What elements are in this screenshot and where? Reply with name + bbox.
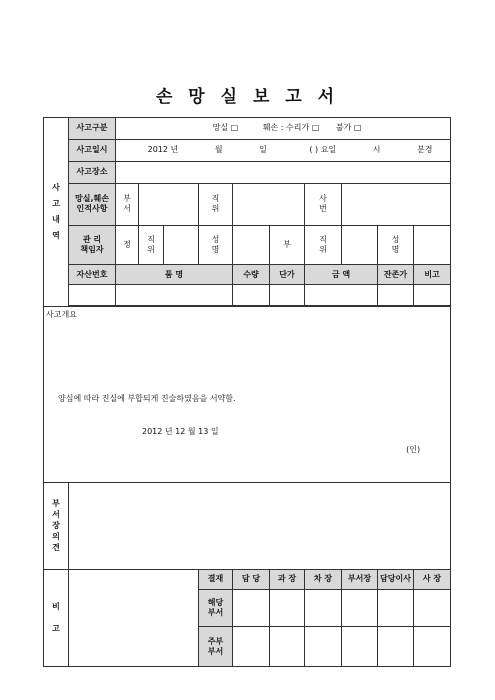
amount-field[interactable] [305,285,378,306]
checkbox-damage-irreparable[interactable]: 불가 □ [335,123,362,133]
signature-date: 2012 년 12 월 13 일 [142,427,219,437]
employee-id-label: 사 번 [305,183,342,225]
accident-date-label: 사고일시 [69,139,116,161]
approval-role-deputy: 차 장 [305,569,342,589]
minute-text: 분경 [417,145,433,155]
primary-position-field[interactable] [164,225,199,265]
person-position-label: 직 위 [199,183,233,225]
sign-cell[interactable] [414,627,451,667]
remark-field[interactable] [414,285,451,306]
approval-role-president: 사 장 [414,569,451,589]
day-text: 일 [259,145,267,155]
asset-no-field[interactable] [69,285,116,306]
quantity-field[interactable] [233,285,270,306]
dept-field[interactable] [139,183,199,225]
accident-place-field[interactable] [116,161,451,183]
primary-manager-label: 정 [116,225,139,265]
accident-type-field[interactable] [116,118,451,140]
sign-cell[interactable] [305,589,342,627]
dept-owner-label: 해당 부서 [199,589,233,627]
approval-role-director: 담당이사 [378,569,414,589]
person-position-field[interactable] [233,183,305,225]
sign-cell[interactable] [305,627,342,667]
col-amount: 금 액 [305,265,378,285]
accident-date-field[interactable] [116,139,451,161]
sign-cell[interactable] [342,589,378,627]
item-name-field[interactable] [116,285,233,306]
month-text: 월 [214,145,223,155]
sign-cell[interactable] [378,589,414,627]
approval-role-staff: 담 당 [233,569,270,589]
side-label-remark: 비고 [44,569,69,666]
primary-name-field[interactable] [233,225,270,265]
col-unit-price: 단가 [270,265,305,285]
sign-cell[interactable] [342,627,378,667]
side-label-dept-opinion: 부서장의견 [44,482,69,569]
remark-area[interactable] [69,569,199,666]
secondary-name-label: 성 명 [378,225,414,265]
sign-cell[interactable] [378,627,414,667]
col-residual-value: 잔존가 [378,265,414,285]
secondary-manager-label: 부 [270,225,305,265]
dept-main-label: 주부 부서 [199,627,233,667]
col-quantity: 수량 [233,265,270,285]
year-text: 2012 년 [147,145,179,155]
overview-label: 사고개요 [46,310,77,320]
employee-id-field[interactable] [342,183,451,225]
col-remark: 비고 [414,265,451,285]
dept-opinion-field[interactable] [69,482,451,569]
weekday-text: ( ) 요일 [309,145,337,155]
col-asset-no: 자산번호 [69,265,116,285]
approval-role-section-chief: 과 장 [270,569,305,589]
checkbox-damage-repairable[interactable]: 훼손 : 수리가 □ [262,123,320,133]
sign-cell[interactable] [233,589,270,627]
secondary-position-field[interactable] [342,225,378,265]
residual-value-field[interactable] [378,285,414,306]
primary-name-label: 성 명 [199,225,233,265]
hour-text: 시 [372,145,381,155]
report-form [43,117,451,667]
unit-price-field[interactable] [270,285,305,306]
sign-cell[interactable] [233,627,270,667]
approval-header: 결재 [199,569,233,589]
accident-type-label: 사고구분 [69,118,116,140]
sign-cell[interactable] [414,589,451,627]
person-info-label: 망실,훼손 인적사항 [69,183,116,225]
accident-place-label: 사고장소 [69,161,116,183]
oath-statement: 양심에 따라 진실에 부합되게 진술하였음을 서약함. [58,394,236,404]
col-item-name: 품 명 [116,265,233,285]
secondary-position-label: 직 위 [305,225,342,265]
approval-role-dept-head: 부서장 [342,569,378,589]
checkbox-loss[interactable]: 망실 □ [212,123,239,133]
side-label-accident: 사고내역 [44,118,69,307]
dept-label: 부 서 [116,183,139,225]
primary-position-label: 직 위 [139,225,164,265]
sign-cell[interactable] [270,589,305,627]
overview-section [44,307,451,483]
manager-label: 관 리 책임자 [69,225,116,265]
page-title: 손 망 실 보 고 서 [155,87,340,107]
sign-cell[interactable] [270,627,305,667]
secondary-name-field[interactable] [414,225,451,265]
seal-mark: (인) [406,445,421,455]
